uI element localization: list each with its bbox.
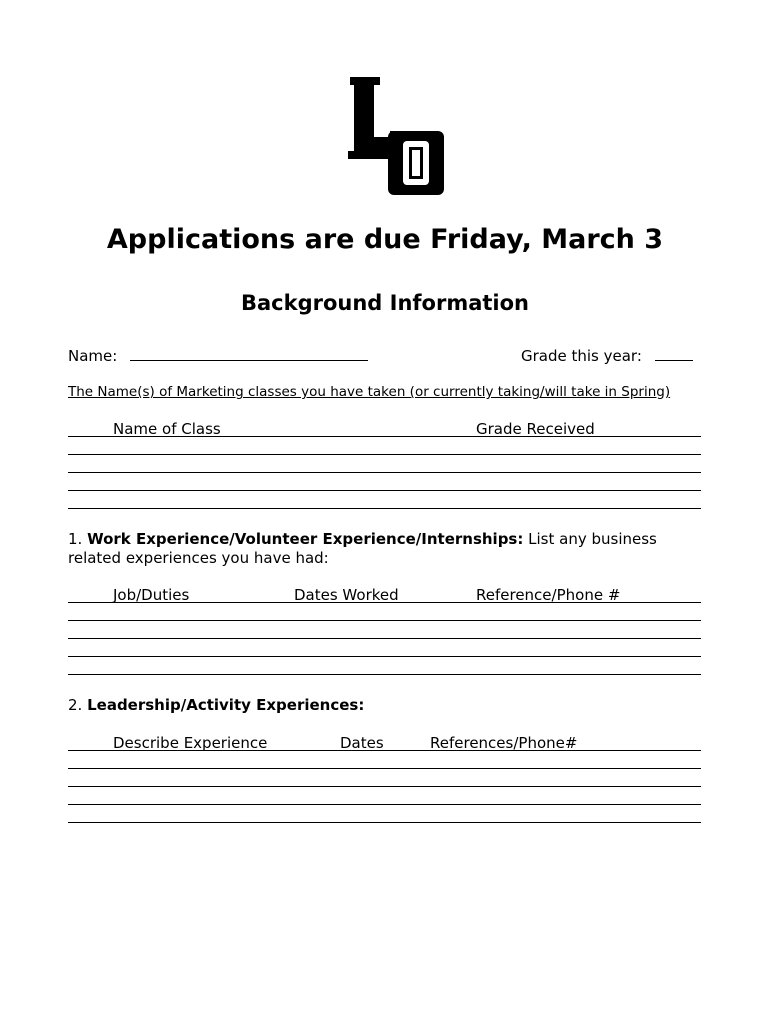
leadership-section-title: Leadership/Activity Experiences:	[87, 696, 365, 714]
work-row-line[interactable]	[68, 620, 701, 621]
due-date-heading: Applications are due Friday, March 3	[106, 224, 664, 255]
name-label: Name:	[68, 347, 118, 365]
classes-row-line[interactable]	[68, 454, 701, 455]
name-field	[68, 346, 368, 365]
col-references-phone: References/Phone#	[430, 734, 578, 752]
classes-prompt: The Name(s) of Marketing classes you have taken (or currently taking/will take in Spring)	[68, 384, 671, 400]
name-input-line[interactable]	[130, 346, 368, 361]
leadership-section-number: 2	[68, 696, 78, 714]
col-job-duties: Job/Duties	[113, 586, 190, 604]
classes-row-line[interactable]	[68, 472, 701, 473]
col-name-of-class: Name of Class	[113, 420, 221, 438]
school-logo	[346, 75, 446, 197]
col-reference-phone: Reference/Phone #	[476, 586, 621, 604]
grade-input-line[interactable]	[655, 346, 693, 361]
col-dates-worked: Dates Worked	[294, 586, 399, 604]
work-section-title: Work Experience/Volunteer Experience/Internships:	[87, 530, 524, 548]
col-dates: Dates	[340, 734, 384, 752]
leadership-row-line[interactable]	[68, 786, 701, 787]
grade-field	[521, 346, 693, 365]
work-section-number: 1	[68, 530, 78, 548]
work-row-line[interactable]	[68, 656, 701, 657]
section-title: Background Information	[240, 291, 529, 315]
classes-row-line[interactable]	[68, 490, 701, 491]
lo-logo-icon	[346, 75, 446, 197]
work-section-intro: 1. Work Experience/Volunteer Experience/Internships: List any business related experiences you have had:	[68, 530, 657, 567]
leadership-section-intro: 2. Leadership/Activity Experiences:	[68, 696, 365, 714]
work-section-description: List any business related experiences you have had:	[68, 530, 657, 567]
col-describe-experience: Describe Experience	[113, 734, 268, 752]
col-grade-received: Grade Received	[476, 420, 595, 438]
work-row-line[interactable]	[68, 638, 701, 639]
grade-label: Grade this year:	[521, 347, 642, 365]
leadership-row-line[interactable]	[68, 822, 701, 823]
work-row-line[interactable]	[68, 674, 701, 675]
leadership-row-line[interactable]	[68, 768, 701, 769]
classes-row-line[interactable]	[68, 508, 701, 509]
leadership-row-line[interactable]	[68, 804, 701, 805]
